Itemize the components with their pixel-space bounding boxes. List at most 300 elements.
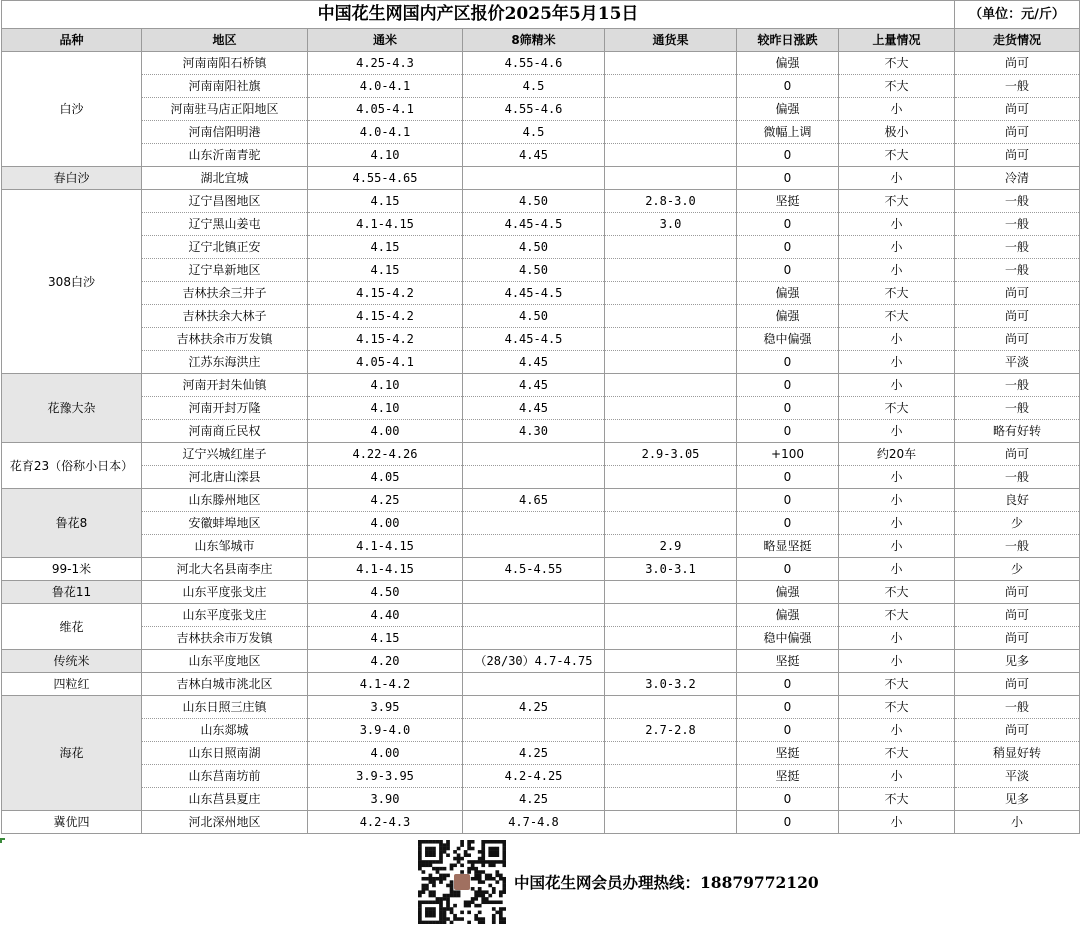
change-cell: 坚挺 [737,650,839,673]
tonghuoguo-cell [605,397,737,420]
tonghuoguo-cell [605,788,737,811]
region-cell: 山东邹城市 [142,535,308,558]
change-cell: 0 [737,236,839,259]
tonghuoguo-cell [605,98,737,121]
change-cell: 0 [737,420,839,443]
tongmi-cell: 4.22-4.26 [308,443,463,466]
sieve8-cell [463,581,605,604]
sieve8-cell [463,466,605,489]
sieve8-cell: 4.7-4.8 [463,811,605,834]
tongmi-cell: 4.05 [308,466,463,489]
table-row [2,75,1080,98]
region-cell: 吉林扶余市万发镇 [142,627,308,650]
table-row [2,397,1080,420]
region-cell: 山东平度地区 [142,650,308,673]
region-cell: 山东郯城 [142,719,308,742]
supply-cell: 小 [839,489,955,512]
member-hotline: 中国花生网会员办理热线：18879772120 [514,873,819,892]
tonghuoguo-cell [605,466,737,489]
tonghuoguo-cell [605,374,737,397]
sieve8-cell: （28/30）4.7-4.75 [463,650,605,673]
tonghuoguo-cell [605,742,737,765]
tonghuoguo-cell [605,75,737,98]
variety-cell: 花豫大杂 [2,374,142,443]
variety-cell: 冀优四 [2,811,142,834]
tongmi-cell: 4.55-4.65 [308,167,463,190]
change-cell: 偏强 [737,604,839,627]
supply-cell: 极小 [839,121,955,144]
table-row [2,558,1080,581]
table-row [2,535,1080,558]
table-row [2,788,1080,811]
sieve8-cell: 4.2-4.25 [463,765,605,788]
change-cell: 偏强 [737,52,839,75]
table-row [2,374,1080,397]
change-cell: 0 [737,512,839,535]
tonghuoguo-cell: 2.9 [605,535,737,558]
supply-cell: 不大 [839,742,955,765]
header-supply: 上量情况 [839,29,955,52]
supply-cell: 小 [839,213,955,236]
table-row [2,581,1080,604]
change-cell: 0 [737,489,839,512]
region-cell: 吉林扶余大林子 [142,305,308,328]
region-cell: 河北深州地区 [142,811,308,834]
header-change: 较昨日涨跌 [737,29,839,52]
sales-cell: 尚可 [955,443,1080,466]
tongmi-cell: 4.1-4.2 [308,673,463,696]
tonghuoguo-cell: 2.7-2.8 [605,719,737,742]
change-cell: +100 [737,443,839,466]
sieve8-cell: 4.55-4.6 [463,98,605,121]
sales-cell: 一般 [955,236,1080,259]
change-cell: 偏强 [737,581,839,604]
sieve8-cell: 4.65 [463,489,605,512]
title-row [2,1,1080,29]
variety-cell: 花育23（俗称小日本） [2,443,142,489]
sieve8-cell: 4.45 [463,351,605,374]
region-cell: 河南开封朱仙镇 [142,374,308,397]
region-cell: 吉林扶余市万发镇 [142,328,308,351]
sales-cell: 尚可 [955,98,1080,121]
region-cell: 河北大名县南李庄 [142,558,308,581]
sieve8-cell: 4.50 [463,305,605,328]
supply-cell: 小 [839,351,955,374]
qr-code-icon [418,840,506,924]
supply-cell: 不大 [839,397,955,420]
table-row [2,673,1080,696]
tongmi-cell: 4.1-4.15 [308,558,463,581]
sieve8-cell [463,719,605,742]
variety-cell: 四粒红 [2,673,142,696]
change-cell: 微幅上调 [737,121,839,144]
supply-cell: 小 [839,328,955,351]
variety-cell: 白沙 [2,52,142,167]
change-cell: 偏强 [737,282,839,305]
supply-cell: 小 [839,535,955,558]
region-cell: 山东平度张戈庄 [142,604,308,627]
tongmi-cell: 4.20 [308,650,463,673]
sales-cell: 平淡 [955,351,1080,374]
unit-cell [955,1,1080,29]
tonghuoguo-cell [605,305,737,328]
tongmi-cell: 4.1-4.15 [308,535,463,558]
sales-cell: 冷清 [955,167,1080,190]
region-cell: 江苏东海洪庄 [142,351,308,374]
header-tongmi: 通米 [308,29,463,52]
region-cell: 河南南阳石桥镇 [142,52,308,75]
tongmi-cell: 4.00 [308,742,463,765]
region-cell: 河南商丘民权 [142,420,308,443]
change-cell: 坚挺 [737,190,839,213]
tonghuoguo-cell [605,811,737,834]
change-cell: 0 [737,351,839,374]
variety-cell: 海花 [2,696,142,811]
tongmi-cell: 4.1-4.15 [308,213,463,236]
region-cell: 山东日照三庄镇 [142,696,308,719]
tongmi-cell: 4.25-4.3 [308,52,463,75]
change-cell: 略显坚挺 [737,535,839,558]
change-cell: 稳中偏强 [737,627,839,650]
tongmi-cell: 3.9-3.95 [308,765,463,788]
tongmi-cell: 4.00 [308,420,463,443]
table-row [2,696,1080,719]
sieve8-cell: 4.5 [463,121,605,144]
change-cell: 0 [737,788,839,811]
sales-cell: 少 [955,512,1080,535]
region-cell: 河北唐山滦县 [142,466,308,489]
supply-cell: 小 [839,765,955,788]
sieve8-cell: 4.45-4.5 [463,328,605,351]
supply-cell: 不大 [839,282,955,305]
supply-cell: 不大 [839,581,955,604]
tongmi-cell: 4.15 [308,190,463,213]
supply-cell: 不大 [839,788,955,811]
change-cell: 0 [737,213,839,236]
tongmi-cell: 4.0-4.1 [308,121,463,144]
supply-cell: 小 [839,259,955,282]
region-cell: 辽宁北镇正安 [142,236,308,259]
sales-cell: 一般 [955,535,1080,558]
sieve8-cell: 4.45 [463,397,605,420]
sales-cell: 见多 [955,788,1080,811]
tonghuoguo-cell [605,52,737,75]
tonghuoguo-cell [605,581,737,604]
change-cell: 0 [737,719,839,742]
sales-cell: 尚可 [955,581,1080,604]
supply-cell: 不大 [839,75,955,98]
table-row [2,420,1080,443]
tongmi-cell: 4.0-4.1 [308,75,463,98]
sales-cell: 尚可 [955,627,1080,650]
sales-cell: 良好 [955,489,1080,512]
tongmi-cell: 4.10 [308,144,463,167]
sieve8-cell [463,604,605,627]
table-row [2,121,1080,144]
supply-cell: 小 [839,236,955,259]
table-row [2,512,1080,535]
sieve8-cell: 4.25 [463,742,605,765]
header-variety: 品种 [2,29,142,52]
variety-cell: 99-1米 [2,558,142,581]
tonghuoguo-cell [605,351,737,374]
change-cell: 0 [737,397,839,420]
change-cell: 0 [737,811,839,834]
region-cell: 河南开封万隆 [142,397,308,420]
region-cell: 安徽蚌埠地区 [142,512,308,535]
sieve8-cell [463,512,605,535]
supply-cell: 小 [839,650,955,673]
change-cell: 0 [737,696,839,719]
sieve8-cell: 4.45-4.5 [463,213,605,236]
region-cell: 辽宁阜新地区 [142,259,308,282]
sieve8-cell: 4.25 [463,696,605,719]
table-row [2,190,1080,213]
sales-cell: 一般 [955,75,1080,98]
sieve8-cell [463,535,605,558]
sales-cell: 一般 [955,374,1080,397]
footer [0,838,1080,926]
supply-cell: 不大 [839,696,955,719]
supply-cell: 小 [839,98,955,121]
change-cell: 稳中偏强 [737,328,839,351]
tonghuoguo-cell [605,420,737,443]
sieve8-cell: 4.50 [463,259,605,282]
tonghuoguo-cell [605,236,737,259]
table-row [2,811,1080,834]
sales-cell: 尚可 [955,719,1080,742]
sieve8-cell: 4.45 [463,374,605,397]
tongmi-cell: 4.15-4.2 [308,282,463,305]
change-cell: 0 [737,144,839,167]
sales-cell: 尚可 [955,305,1080,328]
variety-cell: 维花 [2,604,142,650]
tongmi-cell: 4.15 [308,259,463,282]
supply-cell: 不大 [839,673,955,696]
price-table [1,0,1080,834]
region-cell: 山东莒南坊前 [142,765,308,788]
tonghuoguo-cell [605,696,737,719]
variety-cell: 春白沙 [2,167,142,190]
sales-cell: 尚可 [955,604,1080,627]
tongmi-cell: 4.10 [308,374,463,397]
supply-cell: 约20车 [839,443,955,466]
sales-cell: 稍显好转 [955,742,1080,765]
table-row [2,489,1080,512]
region-cell: 河南驻马店正阳地区 [142,98,308,121]
change-cell: 0 [737,75,839,98]
variety-cell: 308白沙 [2,190,142,374]
tonghuoguo-cell [605,489,737,512]
sieve8-cell [463,167,605,190]
sieve8-cell: 4.30 [463,420,605,443]
tongmi-cell: 4.00 [308,512,463,535]
region-cell: 山东滕州地区 [142,489,308,512]
page-title: 中国花生网国内产区报价2025年5月15日 [317,4,639,24]
tongmi-cell: 4.15-4.2 [308,305,463,328]
region-cell: 辽宁昌图地区 [142,190,308,213]
supply-cell: 不大 [839,52,955,75]
tonghuoguo-cell [605,650,737,673]
region-cell: 山东日照南湖 [142,742,308,765]
change-cell: 坚挺 [737,742,839,765]
variety-cell: 鲁花8 [2,489,142,558]
sales-cell: 一般 [955,213,1080,236]
tongmi-cell: 3.90 [308,788,463,811]
tongmi-cell: 4.50 [308,581,463,604]
supply-cell: 小 [839,420,955,443]
tongmi-cell: 4.15-4.2 [308,328,463,351]
sales-cell: 小 [955,811,1080,834]
tongmi-cell: 4.2-4.3 [308,811,463,834]
header-region: 地区 [142,29,308,52]
sieve8-cell [463,627,605,650]
supply-cell: 小 [839,627,955,650]
sales-cell: 略有好转 [955,420,1080,443]
tonghuoguo-cell: 3.0-3.2 [605,673,737,696]
tongmi-cell: 4.15 [308,627,463,650]
sales-cell: 一般 [955,190,1080,213]
sieve8-cell: 4.45-4.5 [463,282,605,305]
table-row [2,328,1080,351]
region-cell: 山东莒县夏庄 [142,788,308,811]
sales-cell: 尚可 [955,144,1080,167]
sieve8-cell: 4.25 [463,788,605,811]
tongmi-cell: 3.9-4.0 [308,719,463,742]
header-tonghuoguo: 通货果 [605,29,737,52]
header-8-sieve: 8筛精米 [463,29,605,52]
unit-label: （单位：元/斤） [969,7,1065,22]
sales-cell: 尚可 [955,673,1080,696]
tongmi-cell: 4.05-4.1 [308,351,463,374]
supply-cell: 小 [839,512,955,535]
sieve8-cell: 4.55-4.6 [463,52,605,75]
tongmi-cell: 4.25 [308,489,463,512]
sieve8-cell: 4.45 [463,144,605,167]
table-row [2,236,1080,259]
sales-cell: 一般 [955,466,1080,489]
sieve8-cell: 4.50 [463,236,605,259]
table-row [2,719,1080,742]
header-row [2,29,1080,52]
header-sales: 走货情况 [955,29,1080,52]
region-cell: 河南南阳社旗 [142,75,308,98]
sales-cell: 见多 [955,650,1080,673]
sieve8-cell [463,673,605,696]
sieve8-cell [463,443,605,466]
change-cell: 坚挺 [737,765,839,788]
tonghuoguo-cell: 2.8-3.0 [605,190,737,213]
region-cell: 吉林扶余三井子 [142,282,308,305]
tonghuoguo-cell: 3.0-3.1 [605,558,737,581]
region-cell: 河南信阳明港 [142,121,308,144]
table-row [2,167,1080,190]
supply-cell: 不大 [839,190,955,213]
tonghuoguo-cell [605,144,737,167]
tonghuoguo-cell [605,765,737,788]
supply-cell: 不大 [839,604,955,627]
tonghuoguo-cell [605,259,737,282]
supply-cell: 小 [839,558,955,581]
sieve8-cell: 4.50 [463,190,605,213]
sales-cell: 尚可 [955,52,1080,75]
table-row [2,627,1080,650]
tongmi-cell: 4.05-4.1 [308,98,463,121]
tonghuoguo-cell [605,282,737,305]
table-row [2,604,1080,627]
change-cell: 0 [737,558,839,581]
region-cell: 湖北宜城 [142,167,308,190]
region-cell: 辽宁黑山姜屯 [142,213,308,236]
table-row [2,305,1080,328]
supply-cell: 小 [839,466,955,489]
variety-cell: 鲁花11 [2,581,142,604]
table-row [2,282,1080,305]
sales-cell: 少 [955,558,1080,581]
change-cell: 0 [737,466,839,489]
region-cell: 山东沂南青驼 [142,144,308,167]
change-cell: 0 [737,673,839,696]
table-row [2,98,1080,121]
sales-cell: 尚可 [955,121,1080,144]
region-cell: 吉林白城市洮北区 [142,673,308,696]
table-row [2,742,1080,765]
supply-cell: 小 [839,811,955,834]
table-row [2,213,1080,236]
table-row [2,443,1080,466]
sieve8-cell: 4.5 [463,75,605,98]
sales-cell: 一般 [955,696,1080,719]
tonghuoguo-cell [605,512,737,535]
supply-cell: 不大 [839,305,955,328]
table-row [2,52,1080,75]
sales-cell: 一般 [955,259,1080,282]
table-row [2,144,1080,167]
tonghuoguo-cell [605,627,737,650]
sales-cell: 尚可 [955,282,1080,305]
change-cell: 0 [737,374,839,397]
tongmi-cell: 4.40 [308,604,463,627]
sales-cell: 尚可 [955,328,1080,351]
table-row [2,765,1080,788]
table-row [2,466,1080,489]
tongmi-cell: 4.15 [308,236,463,259]
supply-cell: 小 [839,719,955,742]
tongmi-cell: 3.95 [308,696,463,719]
supply-cell: 不大 [839,144,955,167]
tonghuoguo-cell: 3.0 [605,213,737,236]
change-cell: 偏强 [737,305,839,328]
tonghuoguo-cell: 2.9-3.05 [605,443,737,466]
sales-cell: 平淡 [955,765,1080,788]
supply-cell: 小 [839,167,955,190]
table-row [2,259,1080,282]
change-cell: 0 [737,167,839,190]
table-row [2,351,1080,374]
sales-cell: 一般 [955,397,1080,420]
region-cell: 山东平度张戈庄 [142,581,308,604]
supply-cell: 小 [839,374,955,397]
tonghuoguo-cell [605,121,737,144]
tongmi-cell: 4.10 [308,397,463,420]
change-cell: 0 [737,259,839,282]
tonghuoguo-cell [605,604,737,627]
sieve8-cell: 4.5-4.55 [463,558,605,581]
title-cell [2,1,955,29]
region-cell: 辽宁兴城红崖子 [142,443,308,466]
tonghuoguo-cell [605,328,737,351]
change-cell: 偏强 [737,98,839,121]
